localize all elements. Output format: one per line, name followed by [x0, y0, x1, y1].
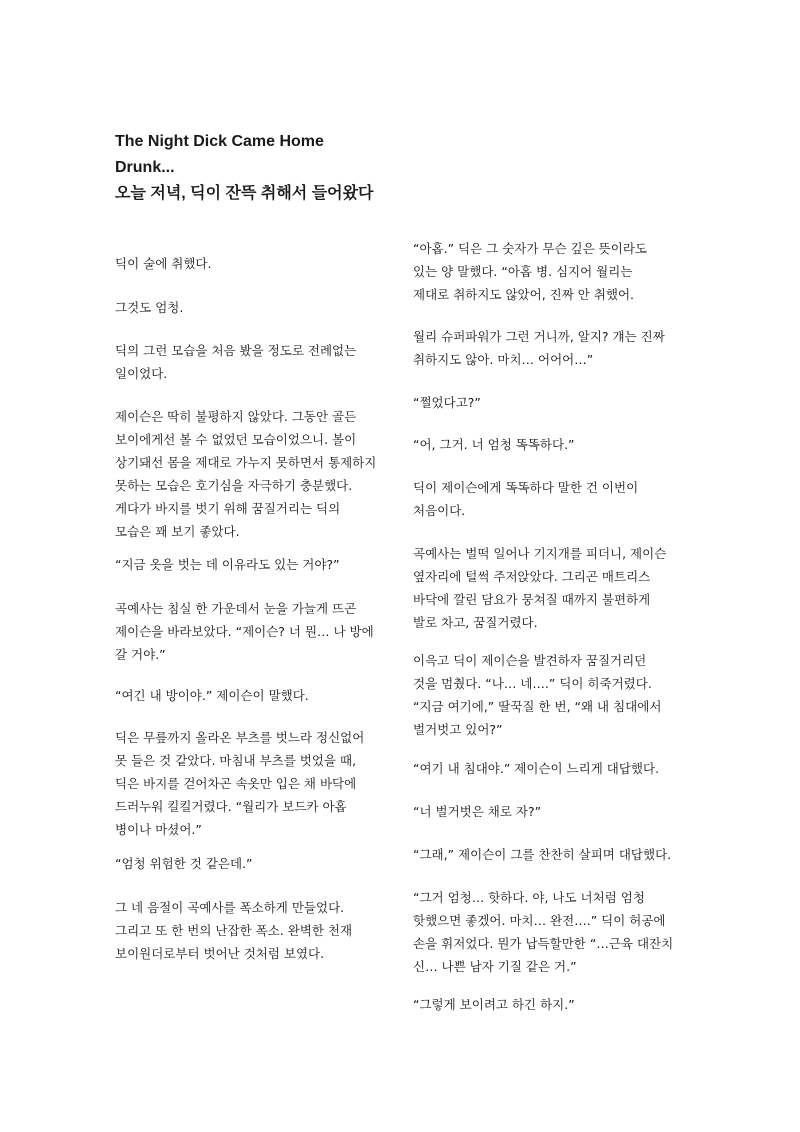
text-line: 처음이다.	[413, 503, 466, 518]
text-line: “여기 내 침대야.” 제이슨이 느리게 대답했다.	[413, 761, 660, 776]
paragraph	[413, 886, 695, 978]
text-line: 딕의 그런 모습을 처음 봤을 정도로 전례없는	[115, 343, 357, 358]
text-line: 드러누워 킬킬거렸다. “월리가 보드카 아홉	[115, 799, 347, 814]
text-line: 취하지도 않아. 마치… 어어어…”	[413, 352, 594, 367]
paragraph	[115, 553, 397, 576]
text-line: 딕은 무릎까지 올라온 부츠를 벗느라 정신없어	[115, 730, 365, 745]
paragraph	[413, 476, 695, 522]
text-line: “쩔었다고?”	[413, 395, 481, 410]
paragraph	[115, 405, 397, 543]
text-line: 이윽고 딕이 제이슨을 발견하자 꿈질거리던	[413, 653, 647, 668]
text-line: “지금 옷을 벗는 데 이유라도 있는 거야?”	[115, 557, 340, 572]
text-line: 곡예사는 침실 한 가운데서 눈을 가늘게 뜨곤	[115, 601, 357, 616]
text-line: 있는 양 말했다. “아홉 병. 심지어 월리는	[413, 264, 633, 279]
paragraph	[413, 649, 695, 741]
text-line: 모습은 꽤 보기 좋았다.	[115, 524, 240, 539]
text-line: “그거 엄청… 핫하다. 야, 나도 너처럼 엄청	[413, 890, 645, 905]
text-line: “여긴 내 방이야.” 제이슨이 말했다.	[115, 688, 309, 703]
text-line: “그래,” 제이슨이 그를 찬찬히 살피며 대답했다.	[413, 847, 672, 862]
text-line: “어, 그거. 너 엄청 똑똑하다.”	[413, 437, 575, 452]
text-line: 바닥에 깔린 담요가 뭉쳐질 때까지 불편하게	[413, 592, 651, 607]
text-line: 못하는 모습은 호기심을 자극하기 충분했다.	[115, 478, 353, 493]
paragraph	[115, 852, 397, 875]
text-line: 딕이 술에 취했다.	[115, 256, 212, 271]
text-line: 그리고 또 한 번의 난잡한 폭소. 완벽한 천재	[115, 923, 353, 938]
paragraph	[413, 542, 695, 634]
text-line: 못 들은 것 같았다. 마침내 부츠를 벗었을 때,	[115, 753, 357, 768]
text-line: “그렇게 보이려고 하긴 하지.”	[413, 997, 575, 1012]
text-line: 것을 멈췄다. “나… 네….” 딕이 히죽거렸다.	[413, 676, 652, 691]
text-line: 딕은 바지를 걷어차곤 속옷만 입은 채 바닥에	[115, 776, 357, 791]
text-line: “엄청 위험한 것 같은데.”	[115, 856, 253, 871]
text-line: 제이슨은 딱히 불평하지 않았다. 그동안 골든	[115, 409, 357, 424]
text-line: 제이슨을 바라보았다. “제이슨? 너 뭔… 나 방에	[115, 624, 374, 639]
text-line: 발로 차고, 꿈질거렸다.	[413, 615, 538, 630]
text-line: 상기돼선 몸을 제대로 가누지 못하면서 통제하지	[115, 455, 377, 470]
text-line: 갈 거야.”	[115, 647, 166, 662]
paragraph	[413, 843, 695, 866]
paragraph	[115, 896, 397, 965]
title-line-3-korean: 오늘 저녁, 딕이 잔뜩 취해서 들어왔다	[115, 185, 374, 202]
text-line: 옆자리에 털썩 주저앉았다. 그리곤 매트리스	[413, 569, 651, 584]
text-line: 벌거벗고 있어?”	[413, 722, 503, 737]
paragraph	[413, 237, 695, 306]
title-line-1: The Night Dick Came Home	[115, 133, 324, 150]
text-line: 곡예사는 벌떡 일어나 기지개를 피더니, 제이슨	[413, 546, 667, 561]
text-line: 딕이 제이슨에게 똑똑하다 말한 건 이번이	[413, 480, 639, 495]
text-line: “지금 여기에,” 딸꾹질 한 번, “왜 내 침대에서	[413, 699, 662, 714]
paragraph	[413, 325, 695, 371]
text-line: 그 네 음절이 곡예사를 폭소하게 만들었다.	[115, 900, 345, 915]
paragraph	[413, 800, 695, 823]
paragraph	[115, 726, 397, 841]
text-line: 그것도 엄청.	[115, 300, 184, 315]
text-line: 보이원더로부터 벗어난 것처럼 보였다.	[115, 946, 325, 961]
paragraph	[413, 993, 695, 1016]
paragraph	[115, 684, 397, 707]
paragraph	[115, 597, 397, 666]
paragraph	[413, 757, 695, 780]
text-line: 신… 나쁜 남자 기질 같은 거.”	[413, 959, 577, 974]
text-line: “너 벌거벗은 채로 자?”	[413, 804, 542, 819]
paragraph	[115, 252, 397, 275]
title-line-2: Drunk...	[115, 159, 175, 176]
text-line: 손을 휘저었다. 뭔가 납득할만한 “…근육 대잔치	[413, 936, 674, 951]
text-line: 일이었다.	[115, 366, 168, 381]
text-line: 월리 슈퍼파워가 그런 거니까, 알지? 걔는 진짜	[413, 329, 665, 344]
paragraph	[413, 391, 695, 414]
text-line: 보이에게선 볼 수 없었던 모습이었으니. 볼이	[115, 432, 357, 447]
document-title	[115, 129, 435, 207]
text-line: 제대로 취하지도 않았어, 진짜 안 취했어.	[413, 287, 635, 302]
paragraph	[115, 339, 397, 385]
text-line: 핫했으면 좋겠어. 마치… 완전….” 딕이 허공에	[413, 913, 666, 928]
text-line: “아홉.” 딕은 그 숫자가 무슨 깊은 뜻이라도	[413, 241, 647, 256]
paragraph	[413, 433, 695, 456]
text-line: 게다가 바지를 벗기 위해 꿈질거리는 딕의	[115, 501, 341, 516]
paragraph	[115, 296, 397, 319]
text-line: 병이나 마셨어.”	[115, 822, 202, 837]
